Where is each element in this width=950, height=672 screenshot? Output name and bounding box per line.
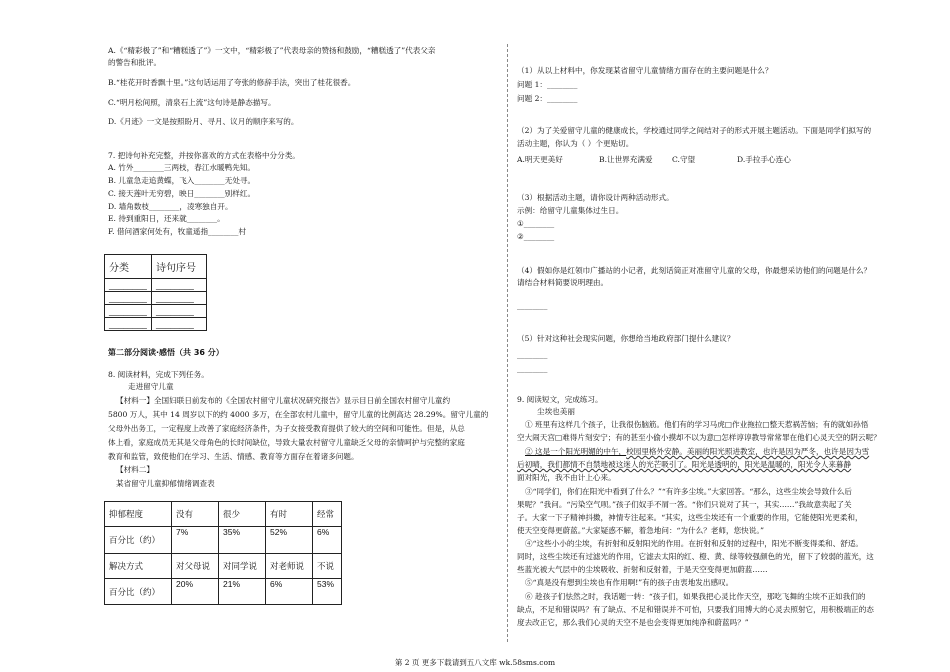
q8-5: （5）针对这种社会现实问题，你想给当地政府部门提什么建议？ — [517, 334, 735, 343]
q8-4-line2: 请结合材料简要说明理由。 — [517, 278, 609, 287]
para2-line3: 面对阳光，我不由计上心来。 — [517, 473, 616, 482]
survey-cell: 不说 — [313, 554, 342, 579]
survey-cell: 53% — [313, 579, 342, 605]
para2-underlined: ② 这是一个阳光明媚的中午， — [525, 447, 627, 456]
poem-a: A. 竹外________三两枝，春江水暖鸭先知。 — [108, 163, 255, 172]
page-footer: 第 2 页 更多下载请到五八文库 wk.58sms.com — [394, 658, 556, 667]
classify-table — [104, 254, 207, 331]
survey-cell: 52% — [266, 527, 313, 554]
classify-header-category: 分类 — [105, 255, 152, 279]
poem-f: F. 借问酒家何处有，牧童遥指________村 — [108, 227, 247, 236]
answer-line[interactable]: ________ — [517, 350, 548, 359]
survey-cell: 解决方式 — [105, 554, 172, 579]
para4-line2: 同时，这些尘埃还有过滤光的作用，它滤去太阳的红、橙、黄、绿等较强颜色的光，留下了较弱的蓝光，这 — [517, 552, 874, 561]
q9-title: 尘埃也美丽 — [537, 407, 575, 416]
classify-blank[interactable]: ________ — [152, 318, 207, 331]
survey-cell: 6% — [313, 527, 342, 554]
survey-cell: 对老师说 — [266, 554, 313, 579]
q8-2-option-d[interactable]: D.手拉手心连心 — [737, 155, 791, 164]
para3-line3: 子。大家一下子精神抖擞，神情专注起来。“其实，这些尘埃还有一个重要的作用，它能使阳光更柔和， — [517, 513, 863, 522]
para4-line3: 些蓝光被大气层中的尘埃吸收、折射和反射着，于是天空变得更加蔚蓝…… — [517, 565, 768, 574]
para3-line1: ③“同学们，你们在阳光中看到了什么？”“有许多尘埃。”大家回答。“那么，这些尘埃会导致什么后 — [525, 487, 852, 496]
survey-cell: 没有 — [172, 502, 219, 527]
survey-cell: 35% — [219, 527, 266, 554]
para5: ⑤“真是没有想到尘埃也有作用啊!”有的孩子由衷地发出感叹。 — [525, 578, 734, 587]
survey-cell: 6% — [266, 579, 313, 605]
survey-cell: 7% — [172, 527, 219, 554]
survey-cell: 经常 — [313, 502, 342, 527]
para6-line3: 度去改正它，那么我们心灵的天空不是也会变得更加纯净和蔚蓝吗？” — [517, 618, 749, 627]
q8-title: 走进留守儿童 — [128, 382, 174, 391]
classify-blank[interactable]: ________ — [105, 305, 152, 318]
material1-line3: 父母外出务工，一定程度上改善了家庭经济条件，为子女接受教育提供了较大的空间和可能性。但是，从总 — [108, 424, 465, 433]
q8-3: （3）根据活动主题，请你设计两种活动形式。 — [517, 193, 674, 202]
para2-line1 — [525, 447, 869, 458]
survey-cell: 对同学说 — [219, 554, 266, 579]
q8-3-answer1[interactable]: ①________ — [517, 219, 555, 228]
column-divider — [507, 44, 508, 642]
classify-blank[interactable]: ________ — [152, 279, 207, 292]
question-7: 7. 把诗句补充完整，并按你喜欢的方式在表格中分分类。 — [108, 151, 300, 160]
classify-blank[interactable]: ________ — [105, 292, 152, 305]
para2-wavy: 校园里格外安静。美丽的阳光照进教室，也许是因为严冬，也许是因为雪 — [626, 447, 870, 456]
material1-line1: 【材料一】全国妇联日前发布的《全国农村留守儿童状况研究报告》显示目日前全国农村留守儿童约 — [116, 396, 451, 405]
poem-c: C. 接天莲叶无穷碧，映日________别样红。 — [108, 189, 256, 198]
classify-header-numbers: 诗句序号 — [152, 255, 207, 279]
material1-line4: 体上看，家庭成员无其是父母角色的长时间缺位，导致大量农村留守儿童缺乏父母的亲情呵护与完整的家庭 — [108, 438, 465, 447]
survey-table — [104, 501, 342, 605]
q8-1: （1）从以上材料中，你发现某省留守儿童情绪方面存在的主要问题是什么？ — [517, 66, 773, 75]
option-a-line1: A.《“精彩极了”和“糟糕透了”》一文中，“精彩极了”代表母亲的赞扬和鼓励，“糟糕透了”代表父亲 — [108, 46, 436, 55]
survey-cell: 有时 — [266, 502, 313, 527]
q8-3-answer2[interactable]: ②________ — [517, 232, 555, 241]
classify-blank[interactable]: ________ — [105, 279, 152, 292]
q8-1-answer1[interactable]: 问题 1：________ — [517, 80, 578, 89]
survey-cell: 21% — [219, 579, 266, 605]
para3-line2: 果呢？”我问。“污染空气呗。”孩子们奴手不屑一答。“你们只说对了其一，其实……”我故意卖起了关 — [517, 500, 852, 509]
survey-caption: 某省留守儿童抑郁情绪调查表 — [116, 479, 215, 488]
material1-line2: 5800 万人，其中 14 周岁以下的约 4000 多万，在全部农村儿童中，留守儿童的比例高达 28.29%。留守儿童的 — [108, 410, 489, 419]
option-c: C.“明月松间照，清泉石上流”这句诗是静态描写。 — [108, 98, 276, 107]
material1-line5: 教育和监管，致使他们在学习、生活、情感、教育等方面存在着诸多问题。 — [108, 452, 359, 461]
survey-cell: 抑郁程度 — [105, 502, 172, 527]
para6-line1: ⑥ 趁孩子们怯然之时，我话题一转：“孩子们，如果我把心灵比作天空，那吃飞舞的尘埃不正如我们的 — [525, 592, 866, 601]
q8-prompt: 8. 阅读材料，完成下列任务。 — [108, 370, 209, 379]
survey-cell: 百分比（约） — [105, 527, 172, 554]
q8-2-option-c[interactable]: C.守望 — [672, 155, 696, 164]
para1-line2: 空大闹天宫□难得片刻安宁；有的甚至小偷小摸却不以为意□怎样谆谆教导常常罪在他们心灵天空的阴云呢？ — [517, 433, 881, 442]
survey-cell: 20% — [172, 579, 219, 605]
survey-cell: 对父母说 — [172, 554, 219, 579]
classify-blank[interactable]: ________ — [105, 318, 152, 331]
q8-2-option-a[interactable]: A.明天更美好 — [517, 155, 563, 164]
section-title: 第二部分阅读·感悟（共 36 分） — [108, 348, 224, 357]
answer-line[interactable]: ________ — [517, 364, 548, 373]
q8-3-example: 示例：给留守儿童集体过生日。 — [517, 206, 624, 215]
option-d: D.《月迹》一文是按照盼月、寻月、议月的顺序来写的。 — [108, 117, 299, 126]
para6-line2: 缺点，不足和错误吗？有了缺点、不足和错误并不可怕，只要我们用博大的心灵去照射它，用积极端正的态 — [517, 605, 874, 614]
q8-2-line1: （2）为了关爱留守儿童的健康成长，学校通过同学之间结对子的形式开展主题活动。下面是同学们拟写的 — [517, 126, 872, 135]
q8-1-answer2[interactable]: 问题 2：________ — [517, 94, 578, 103]
answer-line[interactable]: ________ — [517, 301, 548, 310]
option-b: B.“桂花开时香飘十里。”这句话运用了夸张的修辞手法，突出了桂花很香。 — [108, 78, 356, 87]
classify-blank[interactable]: ________ — [152, 292, 207, 305]
q9-prompt: 9. 阅读短文，完成练习。 — [517, 395, 603, 404]
survey-cell: 很少 — [219, 502, 266, 527]
survey-cell: 百分比（约） — [105, 579, 172, 605]
para4-line1: ④“这些小小的尘埃，有折射和反射阳光的作用。在折射和反射的过程中，阳光不断变得柔和、舒适。 — [525, 539, 864, 548]
para3-line4: 使天空变得更蔚蓝。”大家疑惑不解，着急地问：“为什么？老师，您快说。” — [517, 526, 765, 535]
para2-line2: 后初晴，我们都情不自禁地被这迷人的光芒吸引了。阳光是透明的，阳光是温暖的，阳光令人来暮静 — [517, 460, 852, 469]
poem-b: B. 儿童急走追黄蝶，飞入________无处寻。 — [108, 176, 256, 185]
classify-blank[interactable]: ________ — [152, 305, 207, 318]
poem-e: E. 待到重阳日，还来就________。 — [108, 214, 225, 223]
poem-d: D. 墙角数枝________，凌寒独自开。 — [108, 202, 233, 211]
para1-line1: ① 班里有这样几个孩子，让我很伤脑筋。他们有的学习马虎□作业拖拉□整天惹祸苦恼；有的就如孙悟 — [525, 420, 869, 429]
q8-2-line2: 活动主题，你认为（ ）个更贴切。 — [517, 139, 634, 148]
material2-label: 【材料二】 — [116, 465, 154, 474]
option-a-line2: 的警告和批评。 — [108, 58, 162, 67]
q8-2-option-b[interactable]: B.让世界充满爱 — [599, 155, 653, 164]
q8-4-line1: （4）假如你是红领巾广播站的小记者，此刻话筒正对准留守儿童的父母，你最想采访他们的问题是什么？ — [517, 266, 872, 275]
